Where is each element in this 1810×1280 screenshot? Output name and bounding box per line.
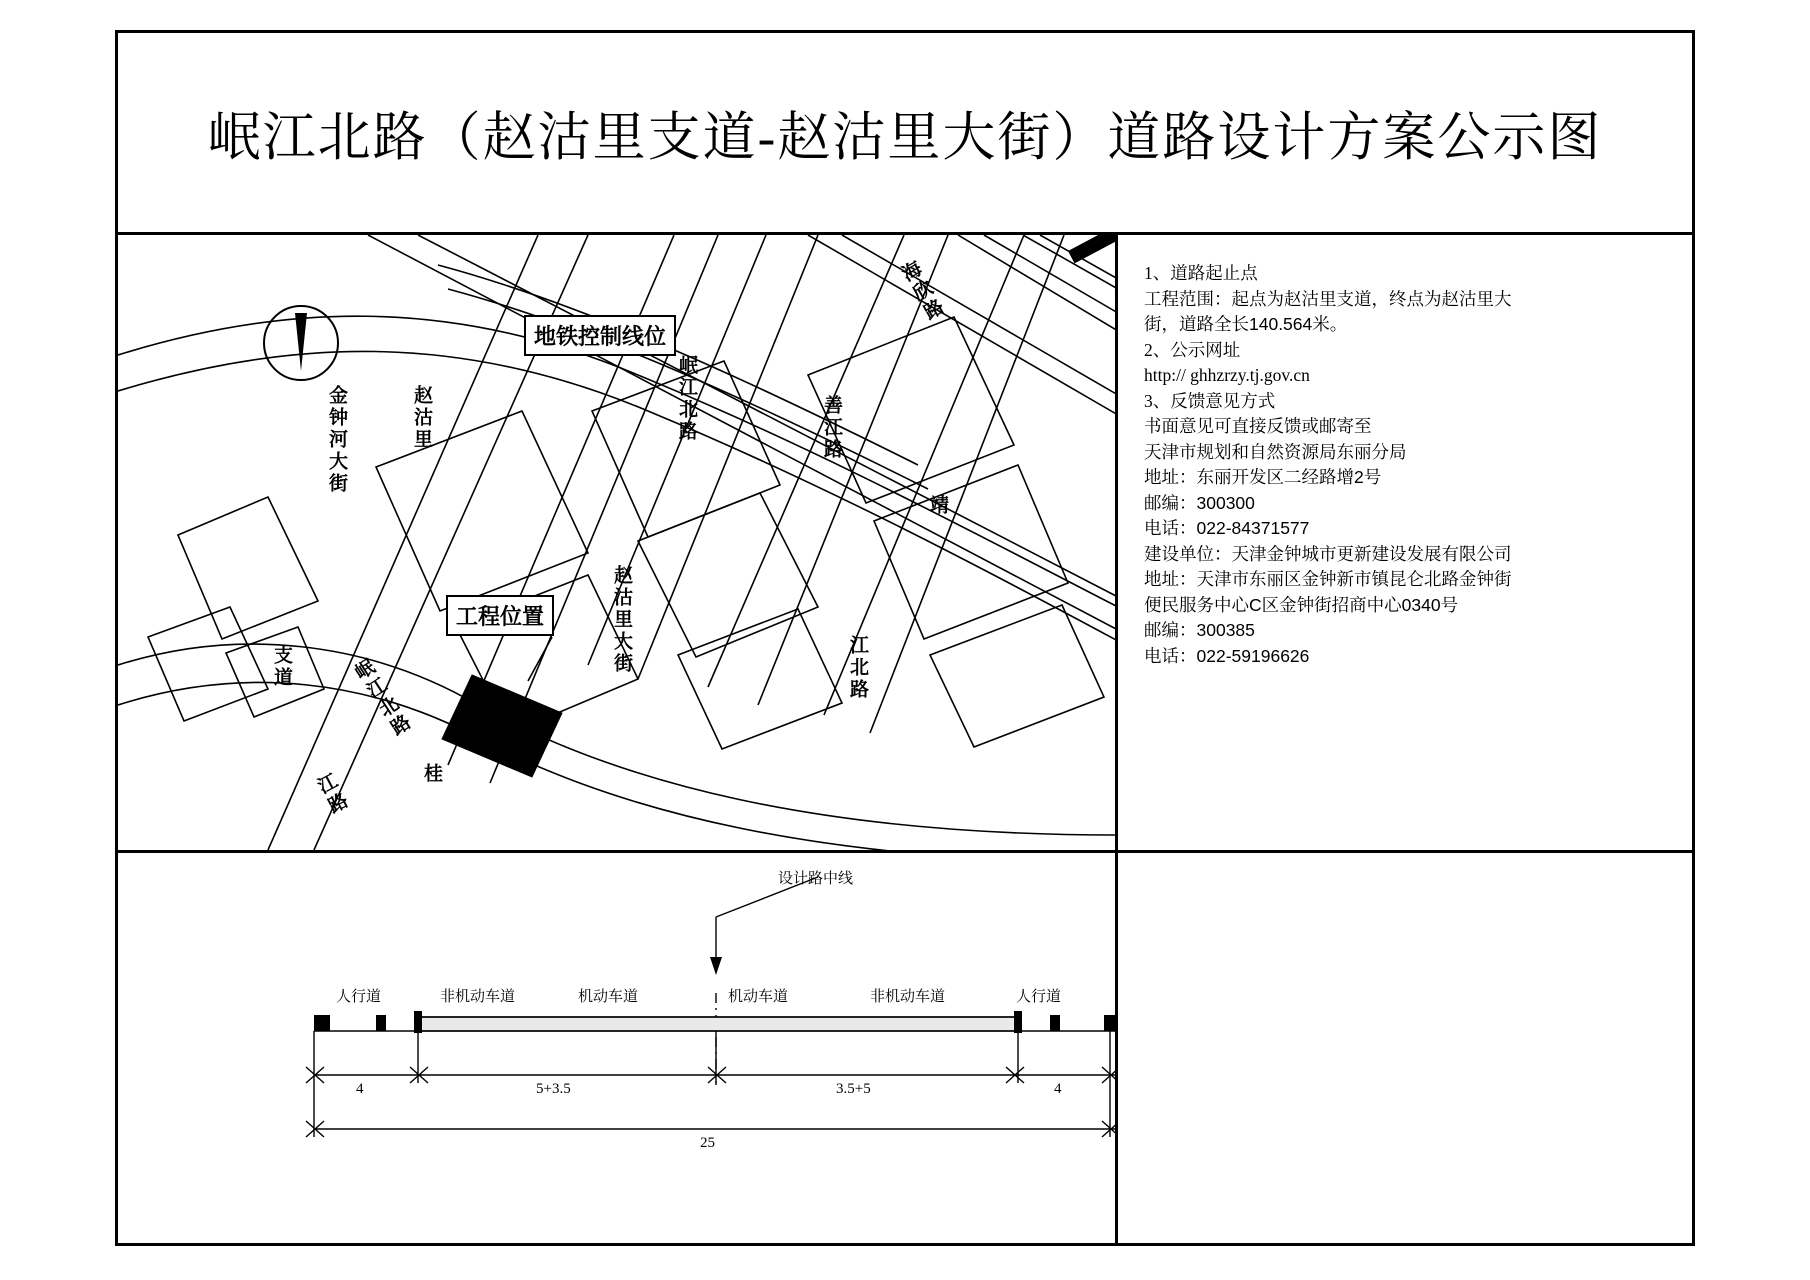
note-line: 地址：东丽开发区二经路增2号 bbox=[1144, 467, 1382, 487]
note-line: 地址：天津市东丽区金钟新市镇昆仑北路金钟街 bbox=[1144, 569, 1512, 589]
note-line: 邮编：300385 bbox=[1144, 620, 1255, 640]
note-line: 1、道路起止点 bbox=[1144, 263, 1258, 283]
street-label-haixin: 海欣路 bbox=[895, 258, 948, 326]
street-label-zhaoguli: 赵沽里 bbox=[411, 385, 432, 451]
cross-section-panel bbox=[118, 853, 1118, 1243]
cross-section-drawing bbox=[118, 853, 1118, 1241]
street-label-jinzhonghe: 金钟河大街 bbox=[326, 385, 347, 495]
section-label-sidewalk-right: 人行道 bbox=[1016, 988, 1062, 1005]
street-label-jing: 靖 bbox=[927, 495, 948, 517]
street-label-shanjiang: 善江路 bbox=[821, 395, 842, 461]
section-right-blank bbox=[1118, 853, 1692, 1243]
section-label-sidewalk-left: 人行道 bbox=[336, 988, 382, 1005]
dimension-total: 25 bbox=[700, 1135, 715, 1151]
notes-panel bbox=[1118, 235, 1692, 850]
note-line: 3、反馈意见方式 bbox=[1144, 390, 1276, 411]
note-line: 邮编：300300 bbox=[1144, 492, 1255, 513]
centerline-label: 设计路中线 bbox=[778, 870, 854, 887]
north-arrow-icon bbox=[263, 305, 339, 381]
street-label-minjiangbei-project: 岷江北路 bbox=[348, 656, 415, 742]
drawing-sheet bbox=[115, 30, 1695, 1246]
note-line: 工程范围：起点为赵沽里支道，终点为赵沽里大 bbox=[1144, 288, 1512, 309]
note-line: 建设单位：天津金钟城市更新建设发展有限公司 bbox=[1144, 543, 1512, 564]
note-line: 电话：022-59196626 bbox=[1144, 645, 1310, 666]
street-label-zhidao: 支道 bbox=[271, 645, 292, 689]
street-label-jiangbeilu: 江北路 bbox=[847, 635, 868, 701]
section-label-motor-left: 机动车道 bbox=[578, 988, 639, 1005]
location-map bbox=[118, 235, 1118, 850]
section-label-motor-right: 机动车道 bbox=[728, 988, 789, 1005]
note-line: 便民服务中心C区金钟街招商中心0340号 bbox=[1144, 594, 1459, 615]
street-label-jianglu: 江路 bbox=[311, 770, 352, 820]
dimension-right-sidewalk: 4 bbox=[1054, 1081, 1062, 1097]
note-line: 电话：022-84371577 bbox=[1144, 518, 1310, 538]
street-label-gui: 桂 bbox=[421, 763, 442, 785]
map-label-project: 工程位置 bbox=[446, 595, 554, 636]
note-line: 书面意见可直接反馈或邮寄至 bbox=[1144, 416, 1372, 436]
street-label-minjiangbei-upper: 岷江北路 bbox=[676, 355, 697, 443]
street-label-zhaoguli-dajie: 赵沽里大街 bbox=[611, 565, 632, 675]
map-label-metro: 地铁控制线位 bbox=[524, 315, 676, 356]
title-band bbox=[118, 33, 1692, 235]
body-band bbox=[118, 235, 1692, 853]
page-title: 岷江北路（赵沽里支道-赵沽里大街）道路设计方案公示图 bbox=[207, 108, 1603, 167]
note-line-url[interactable]: http:// ghhzrzy.tj.gov.cn bbox=[1144, 365, 1310, 385]
dimension-right-lanes: 3.5+5 bbox=[836, 1081, 871, 1097]
dimension-left-lanes: 5+3.5 bbox=[536, 1081, 571, 1097]
dimension-left-sidewalk: 4 bbox=[356, 1081, 364, 1097]
section-label-nonmotor-right: 非机动车道 bbox=[870, 988, 946, 1005]
note-line: 2、公示网址 bbox=[1144, 339, 1241, 360]
note-line: 街，道路全长140.564米。 bbox=[1144, 314, 1348, 334]
section-label-nonmotor-left: 非机动车道 bbox=[440, 988, 516, 1005]
note-line: 天津市规划和自然资源局东丽分局 bbox=[1144, 441, 1407, 462]
